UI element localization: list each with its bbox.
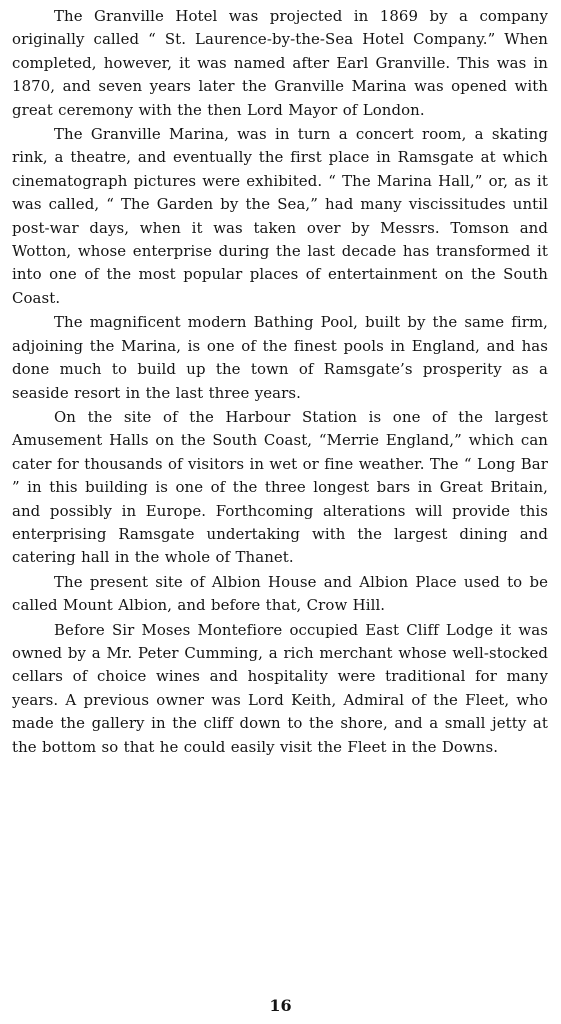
paragraph-granville-hotel: The Granville Hotel was projected in 1869 by a company originally called “ St. Laurence-by-the-Sea Hotel Company.” When completed, however, it was named after Earl Granville. This was in 1870, and seven years later the Granville Marina was opened with great ceremony with the then Lord Mayor of London. <box>12 7 548 119</box>
paragraph-merrie-england: On the site of the Harbour Station is one of the largest Amusement Halls on the South Coast, “Merrie England,” which can cater for thousands of visitors in wet or fine weather. The “ Long Bar ” in this building is one of the three longest bars in Great Britain, and possibly in Europe. Forthcoming alterations will provide this enterprising Ramsgate undertaking with the largest dining and catering hall in the whole of Thanet. <box>12 407 548 567</box>
paragraph-east-cliff-lodge: Before Sir Moses Montefiore occupied East Cliff Lodge it was owned by a Mr. Peter Cumming, a rich merchant whose well-stocked cellars of choice wines and hospitality were traditional for many years. A previous owner was Lord Keith, Admiral of the Fleet, who made the gallery in the cliff down to the shore, and a small jetty at the bottom so that he could easily visit the Fleet in the Downs. <box>12 620 548 756</box>
paragraph-bathing-pool: The magnificent modern Bathing Pool, built by the same firm, adjoining the Marina, is one of the finest pools in England, and has done much to build up the town of Ramsgate’s prosperity as a seaside resort in the last three years. <box>12 313 548 402</box>
paragraph-albion-house: The present site of Albion House and Albion Place used to be called Mount Albion, and before that, Crow Hill. <box>12 572 548 615</box>
paragraph-granville-marina: The Granville Marina, was in turn a concert room, a skating rink, a theatre, and eventually the first place in Ramsgate at which cinematograph pictures were exhibited. “ The Marina Hall,” or, as it was called, “ The Garden by the Sea,” had many viscissitudes until post-war days, when it was taken over by Messrs. Tomson and Wotton, whose enterprise during the last decade has transformed it into one of the most popular places of entertainment on the South Coast. <box>12 125 548 307</box>
page-number: 16 <box>269 996 292 1015</box>
body-text <box>12 5 548 759</box>
